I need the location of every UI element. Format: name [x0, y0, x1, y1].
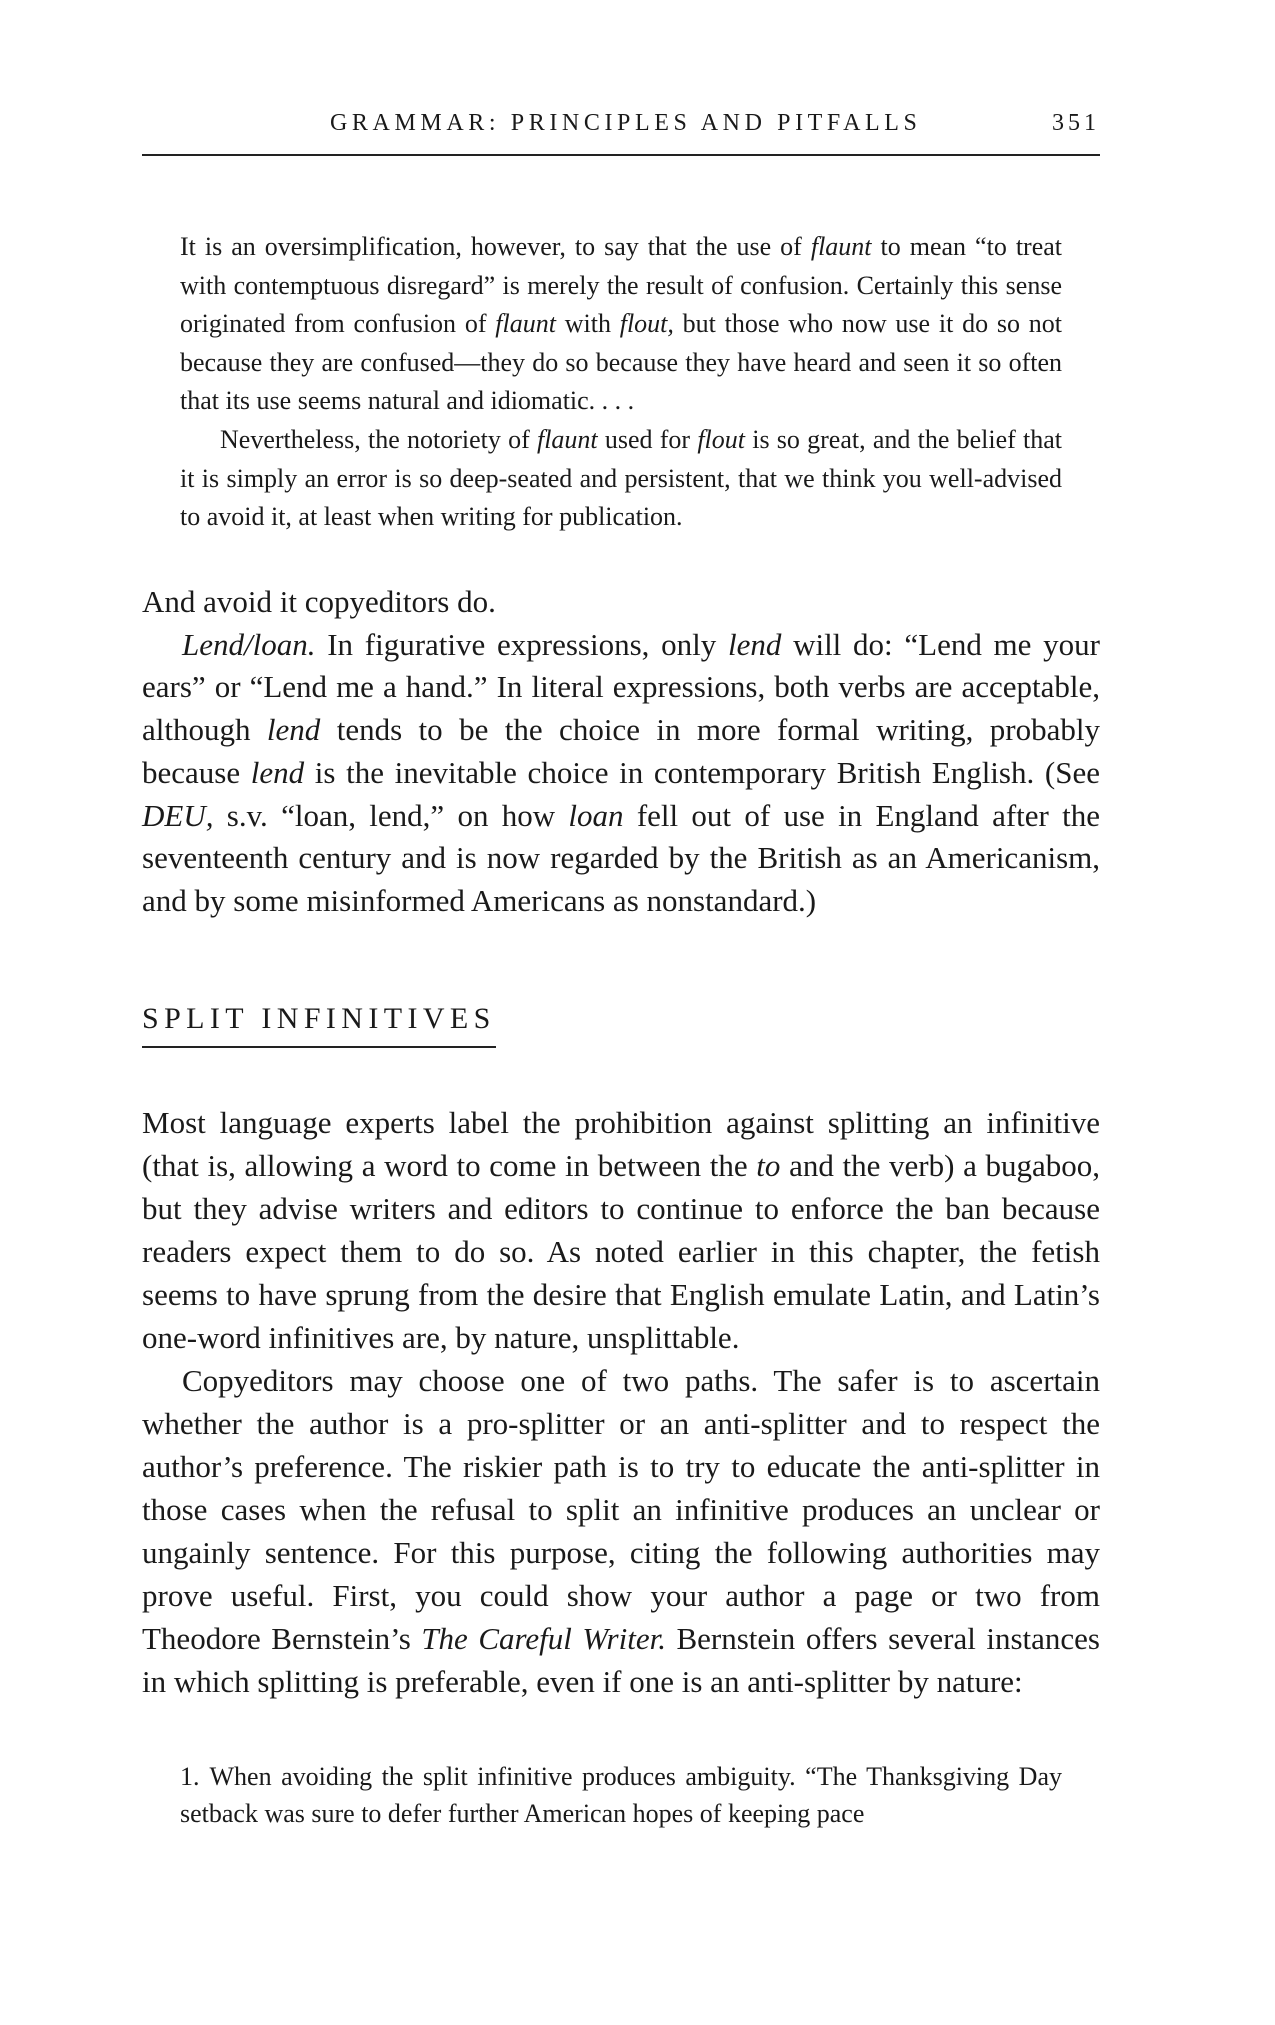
quote-text: Nevertheless, the notoriety of	[220, 424, 537, 454]
body-text: Copyeditors may choose one of two paths. The safer is to ascertain whether the author is a pro-splitter or an anti-splitter and to respect the author’s preference. The riskier path is to try to educate the anti-splitter in those cases when the refusal to split an infinitive produces an unclear or ungainly sentence. For this purpose, citing the following authorities may prove useful. First, you could show your author a page or two from Theodore Bernstein’s	[142, 1363, 1100, 1656]
body-text: will do: “Lend me your ears” or “Lend me a hand.” In literal expressions, both verbs are acceptable, although	[142, 626, 1100, 748]
italic-term: lend	[250, 754, 305, 790]
body-text: s.v. “loan, lend,” on how	[213, 797, 569, 833]
italic-term: loan	[568, 797, 624, 833]
italic-term: to	[756, 1148, 781, 1183]
running-title: GRAMMAR: PRINCIPLES AND PITFALLS	[330, 110, 922, 136]
italic-term: flout,	[619, 309, 674, 339]
body-text: and the verb) a bugaboo, but they advise writers and editors to continue to enforce the ban because readers expect them to do so. As noted earlier in this chapter, the fetish seems to have sprung from the desire that English emulate Latin, and Latin’s one-word infinitives are, by nature, unsplittable.	[142, 1148, 1100, 1355]
section-heading: SPLIT INFINITIVES	[142, 1002, 496, 1048]
body-paragraph	[142, 1101, 1100, 1359]
quote-text: but those who now use it do so not because they are confused—they do so because they have heard and seen it so often that its use seems natural and idiomatic. . . .	[180, 309, 1062, 416]
running-header	[142, 110, 1100, 156]
italic-term: lend	[266, 712, 321, 748]
body-paragraph	[142, 624, 1100, 923]
quote-paragraph	[180, 421, 1062, 537]
italic-term: flaunt	[536, 424, 598, 454]
body-text: is the inevitable choice in contemporary British English. (See	[304, 754, 1100, 790]
block-quote	[180, 228, 1062, 537]
body-text: tends to be the choice in more formal writing, probably because	[142, 712, 1100, 790]
page-number: 351	[1052, 110, 1100, 136]
body-section-lend-loan	[142, 581, 1100, 923]
body-paragraph	[142, 1359, 1100, 1703]
quote-paragraph	[180, 228, 1062, 421]
italic-term: flaunt	[810, 232, 872, 261]
entry-term: Lend/loan.	[182, 626, 316, 662]
body-text: In figurative expressions, only	[315, 626, 728, 662]
list-item	[180, 1758, 1062, 1832]
numbered-list	[180, 1758, 1062, 1832]
italic-term: lend	[727, 626, 782, 662]
body-section-split-infinitives	[142, 1101, 1100, 1703]
list-item-text: When avoiding the split infinitive produces ambiguity. “The Thanksgiving Day setback was sure to defer further American hopes of keeping pace	[180, 1762, 1062, 1828]
italic-term: flout	[697, 424, 745, 454]
body-text: Bernstein offers several instances in which splitting is preferable, even if one is an anti-splitter by nature:	[142, 1621, 1100, 1699]
quote-text: with	[555, 309, 620, 339]
quote-text: is so great, and the belief that it is simply an error is so deep-seated and persistent, that we think you well-advised to avoid it, at least when writing for publication.	[180, 424, 1062, 532]
body-text: Most language experts label the prohibition against splitting an infinitive (that is, allowing a word to come in between the	[142, 1105, 1100, 1183]
quote-text: to mean “to treat with contemptuous disregard” is merely the result of confusion. Certainly this sense originated from confusion of	[180, 232, 1063, 339]
quote-text: It is an oversimplification, however, to say that the use of	[180, 232, 811, 261]
list-number: 1.	[180, 1762, 200, 1791]
quote-text: used for	[597, 424, 698, 454]
body-paragraph: And avoid it copyeditors do.	[142, 584, 496, 619]
italic-term: flaunt	[495, 309, 556, 339]
book-title: The Careful Writer.	[421, 1621, 666, 1656]
italic-term: DEU,	[142, 797, 214, 833]
body-text: fell out of use in England after the seventeenth century and is now regarded by the British as an Americanism, and by some misinformed Americans as nonstandard.)	[142, 797, 1101, 918]
